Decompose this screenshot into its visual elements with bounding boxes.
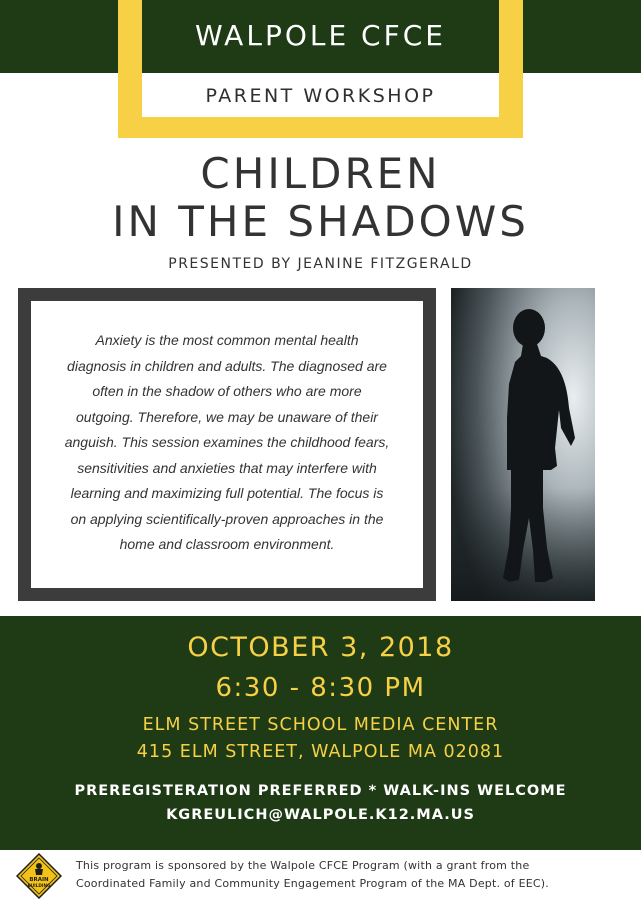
description-line: outgoing. Therefore, we may be unaware of their xyxy=(76,408,378,425)
workshop-subtitle: PARENT WORKSHOP xyxy=(205,85,436,107)
description-line: anguish. This session examines the childhood fears, xyxy=(64,434,390,450)
svg-text:BRAIN: BRAIN xyxy=(29,877,49,883)
sponsor-note xyxy=(76,857,636,893)
brain-building-logo-icon xyxy=(16,853,62,899)
contact-email-link[interactable]: KGREULICH@WALPOLE.K12.MA.US xyxy=(166,807,475,823)
svg-text:BUILDING: BUILDING xyxy=(27,883,51,888)
event-title xyxy=(0,150,641,246)
description-line: sensitivities and anxieties that may interfere with xyxy=(77,459,377,476)
presenter-line: PRESENTED BY JEANINE FITZGERALD xyxy=(168,256,473,272)
event-venue: ELM STREET SCHOOL MEDIA CENTER xyxy=(142,715,499,735)
event-address: 415 ELM STREET, WALPOLE MA 02081 xyxy=(136,742,505,762)
event-date: OCTOBER 3, 2018 xyxy=(187,632,454,663)
description-line: diagnosis in children and adults. The diagnosed are xyxy=(67,357,387,374)
org-title: WALPOLE CFCE xyxy=(195,19,446,52)
description-line: home and classroom environment. xyxy=(119,536,335,552)
description-line: learning and maximizing full potential. The focus is xyxy=(70,485,384,501)
brain-building-logo xyxy=(16,853,62,899)
child-silhouette-image xyxy=(451,288,595,601)
description-line: Anxiety is the most common mental health xyxy=(95,332,359,348)
event-title-line-1: CHILDREN xyxy=(200,149,441,198)
child-silhouette-icon xyxy=(451,288,595,601)
registration-note: PREREGISTERATION PREFERRED * WALK-INS WELCOME xyxy=(74,783,567,799)
sponsor-line: Coordinated Family and Community Engagement Program of the MA Dept. of EEC). xyxy=(76,877,549,890)
event-title-line-2: IN THE SHADOWS xyxy=(112,197,529,246)
sponsor-line: This program is sponsored by the Walpole CFCE Program (with a grant from the xyxy=(76,859,530,872)
description-text xyxy=(48,328,406,558)
description-line: often in the shadow of others who are more xyxy=(92,383,362,399)
event-time: 6:30 - 8:30 PM xyxy=(215,673,426,703)
description-line: on applying scientifically-proven approaches in the xyxy=(70,510,384,527)
